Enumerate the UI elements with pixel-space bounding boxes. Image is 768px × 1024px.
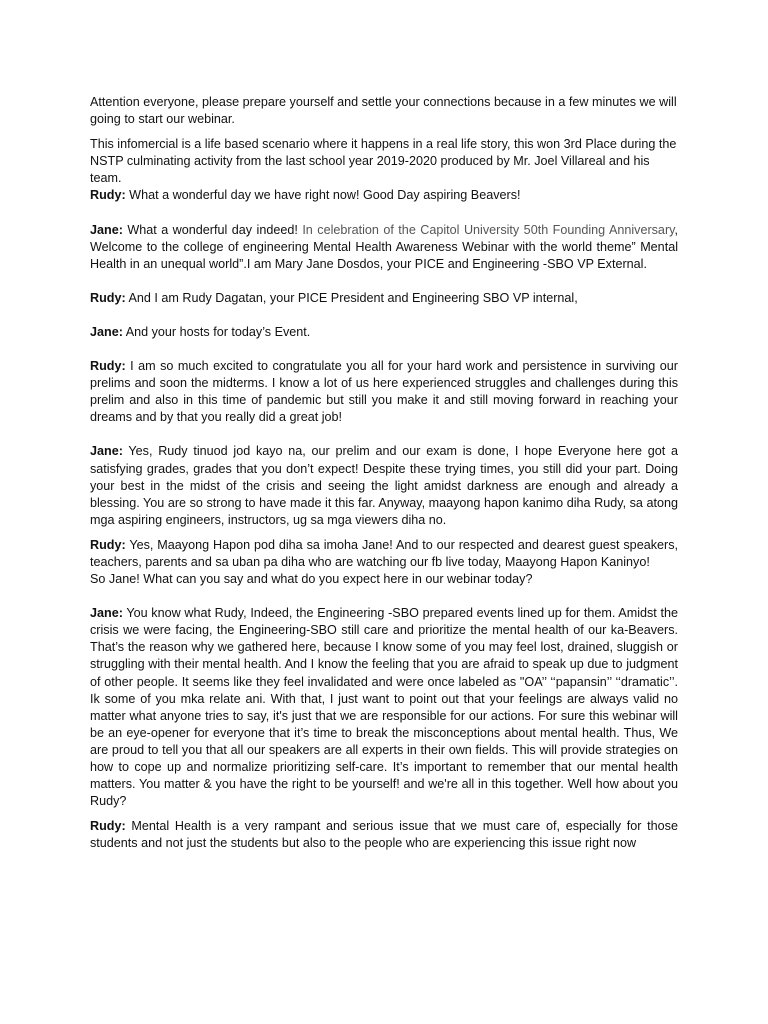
speaker-label: Jane: [90,222,123,237]
speaker-label: Jane: [90,324,123,339]
dialogue-text: Yes, Maayong Hapon pod diha sa imoha Jane! And to our respected and dearest guest speakers, teachers, parents and sa uban pa diha who are watching our fb live today, Maayong Hapon Kaninyo! [90,537,678,569]
dialogue-text: I am so much excited to congratulate you all for your hard work and persistence in surviving our prelims and soon the midterms. I know a lot of us here experienced struggles and challenges during this prelim and also in this time of pandemic but still you make it and still moving forward in reaching your dreams and by that you really did a great job! [90,359,678,425]
dialogue-text: And your hosts for today’s Event. [122,324,311,339]
speaker-label: Rudy: [90,537,126,552]
dialogue-line [90,818,678,852]
dialogue-line [90,358,678,426]
speaker-label: Rudy: [90,188,126,203]
intro-paragraph: Attention everyone, please prepare yourself and settle your connections because in a few minutes we will going to start our webinar. [90,95,677,127]
infomercial-paragraph: This infomercial is a life based scenario where it happens in a real life story, this won 3rd Place during the NSTP culminating activity from the last school year 2019-2020 produced by Mr. Joel Villareal and his team. [90,137,677,186]
dialogue-text: Mental Health is a very rampant and serious issue that we must care of, especially for those students and not just the students but also to the people who are experiencing this issue right now [90,819,678,851]
dialogue-line [90,222,678,273]
speaker-label: Jane: [90,444,123,459]
dialogue-text: And I am Rudy Dagatan, your PICE President and Engineering SBO VP internal, [125,290,578,305]
speaker-label: Rudy: [90,359,126,374]
dialogue-line [90,324,678,341]
dialogue-line [90,290,678,307]
dialogue-line [90,605,678,810]
speaker-label: Rudy: [90,819,126,834]
dialogue-text: What a wonderful day we have right now! Good Day aspiring Beavers! [125,188,521,203]
document-page [90,94,678,852]
dialogue-line-continued: So Jane! What can you say and what do you expect here in our webinar today? [90,572,533,587]
dialogue-line [90,187,678,204]
dialogue-text: What a wonderful day indeed! [122,222,303,237]
dialogue-text: , Welcome to the college of engineering Mental Health Awareness Webinar with the world theme” Mental Health in an unequal world”.I am Mary Jane Dosdos, your PICE and Engineering -SBO VP External. [90,222,678,271]
dialogue-line [90,443,678,528]
dialogue-text: You know what Rudy, Indeed, the Engineering -SBO prepared events lined up for them. Amidst the crisis we were facing, the Engineering-SBO still care and prioritize the mental health of our ka-Beavers. That’s the reason why we gathered here, because I know some of you may feel lost, drained, sluggish or struggling with their mental health. And I know the feeling that you are afraid to speak up due to judgment of other people. It seems like they feel invalidated and were once labeled as "OA’’ ‘‘papansin’’ ‘‘dramatic’’. Ik some of you mka relate ani. With that, I just want to point out that your feelings are always valid no matter what anyone tries to say, it's just that we are responsible for our actions. For sure this webinar will be an eye-opener for everyone that it’s time to break the misconceptions about mental health. Thus, We are proud to tell you that all our speakers are all experts in their own fields. This will provide strategies on how to cope up and normalize prioritizing self-care. It’s important to remember that our mental health matters. You matter & you have the right to be yourself! and we're all in this together. Well how about you Rudy? [90,606,678,809]
speaker-label: Jane: [90,606,123,621]
dialogue-line [90,537,678,571]
dialogue-text: Yes, Rudy tinuod jod kayo na, our prelim and our exam is done, I hope Everyone here got a satisfying grades, grades that you don’t expect! Despite these trying times, you still did your part. Doing your best in the midst of the crisis and seeing the light amidst darkness are enough and already a blessing. You are so strong to have made it this far. Anyway, maayong hapon kanimo diha Rudy, sa atong mga aspiring engineers, instructors, ug sa mga viewers diha no. [90,444,678,527]
speaker-label: Rudy: [90,290,126,305]
anniversary-text: In celebration of the Capitol University 50th Founding Anniversary [302,222,675,237]
